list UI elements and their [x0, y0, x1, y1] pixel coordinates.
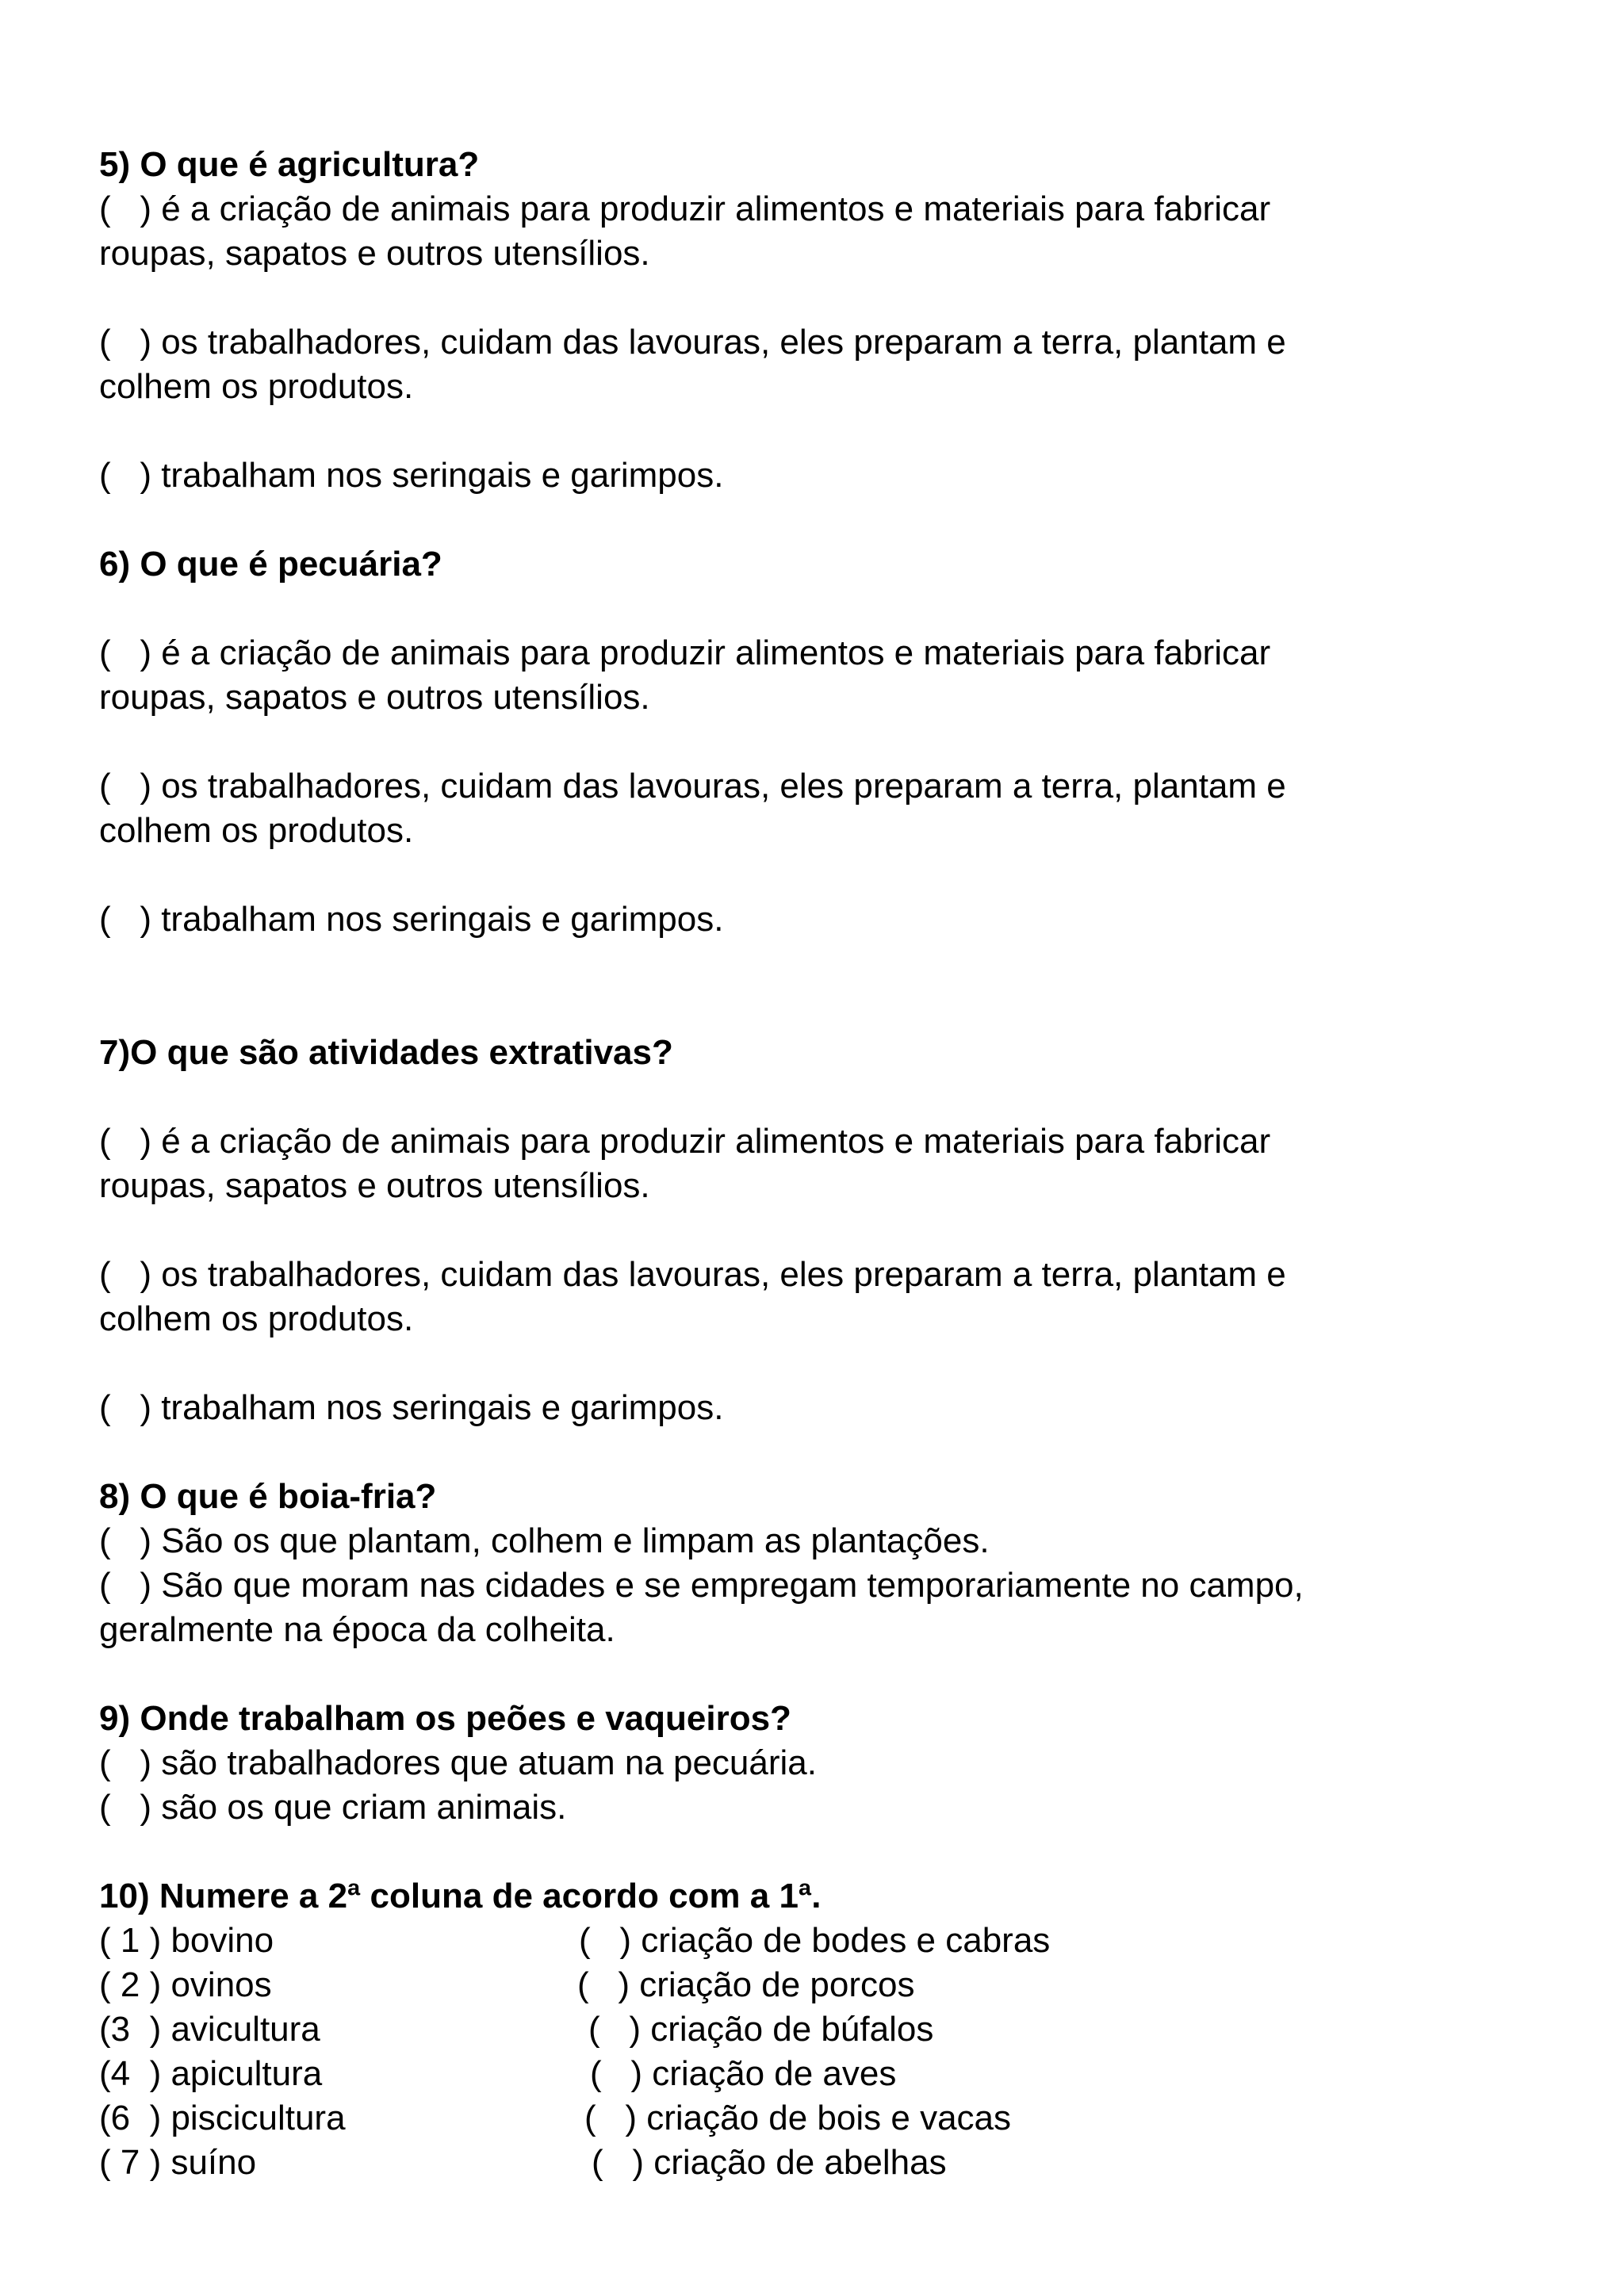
q5-option-2-line-1: ( ) os trabalhadores, cuidam das lavouras, eles preparam a terra, plantam e — [99, 323, 1286, 362]
q6-option-2-line-1: ( ) os trabalhadores, cuidam das lavouras, eles preparam a terra, plantam e — [99, 767, 1286, 806]
question-7-title: 7)O que são atividades extrativas? — [99, 1033, 673, 1072]
q6-option-1-line-1: ( ) é a criação de animais para produzir alimentos e materiais para fabricar — [99, 633, 1271, 672]
q9-option-2: ( ) são os que criam animais. — [99, 1788, 567, 1827]
match-left-item-6: ( 7 ) suíno — [99, 2143, 257, 2182]
q5-option-3: ( ) trabalham nos seringais e garimpos. — [99, 456, 724, 495]
q6-option-2-line-2: colhem os produtos. — [99, 811, 414, 850]
q9-option-1: ( ) são trabalhadores que atuam na pecuária. — [99, 1743, 817, 1782]
q8-option-2-line-1: ( ) São que moram nas cidades e se empregam temporariamente no campo, — [99, 1566, 1304, 1605]
match-left-item-3: (3 ) avicultura — [99, 2010, 320, 2049]
q7-option-3: ( ) trabalham nos seringais e garimpos. — [99, 1388, 724, 1427]
match-right-item-1: ( ) criação de bodes e cabras — [579, 1921, 1051, 1960]
q5-option-1-line-1: ( ) é a criação de animais para produzir alimentos e materiais para fabricar — [99, 189, 1271, 228]
q7-option-2-line-2: colhem os produtos. — [99, 1299, 414, 1338]
match-right-item-6: ( ) criação de abelhas — [592, 2143, 947, 2182]
question-8-title: 8) O que é boia-fria? — [99, 1477, 437, 1516]
match-right-item-2: ( ) criação de porcos — [577, 1965, 915, 2004]
question-9-title: 9) Onde trabalham os peões e vaqueiros? — [99, 1699, 791, 1738]
match-left-item-4: (4 ) apicultura — [99, 2054, 323, 2093]
question-6-title: 6) O que é pecuária? — [99, 545, 442, 584]
q6-option-3: ( ) trabalham nos seringais e garimpos. — [99, 900, 724, 939]
q8-option-2-line-2: geralmente na época da colheita. — [99, 1610, 615, 1649]
match-right-item-3: ( ) criação de búfalos — [588, 2010, 934, 2049]
match-right-item-5: ( ) criação de bois e vacas — [584, 2099, 1012, 2137]
q8-option-1: ( ) São os que plantam, colhem e limpam as plantações. — [99, 1521, 990, 1560]
match-left-item-1: ( 1 ) bovino — [99, 1921, 274, 1960]
q5-option-2-line-2: colhem os produtos. — [99, 367, 414, 406]
q6-option-1-line-2: roupas, sapatos e outros utensílios. — [99, 678, 650, 717]
question-10-title: 10) Numere a 2ª coluna de acordo com a 1ª. — [99, 1877, 822, 1915]
match-left-item-2: ( 2 ) ovinos — [99, 1965, 272, 2004]
match-right-item-4: ( ) criação de aves — [590, 2054, 897, 2093]
q7-option-1-line-2: roupas, sapatos e outros utensílios. — [99, 1166, 650, 1205]
q7-option-1-line-1: ( ) é a criação de animais para produzir alimentos e materiais para fabricar — [99, 1122, 1271, 1161]
q7-option-2-line-1: ( ) os trabalhadores, cuidam das lavouras, eles preparam a terra, plantam e — [99, 1255, 1286, 1294]
q5-option-1-line-2: roupas, sapatos e outros utensílios. — [99, 234, 650, 273]
question-5-title: 5) O que é agricultura? — [99, 145, 480, 184]
match-left-item-5: (6 ) piscicultura — [99, 2099, 346, 2137]
